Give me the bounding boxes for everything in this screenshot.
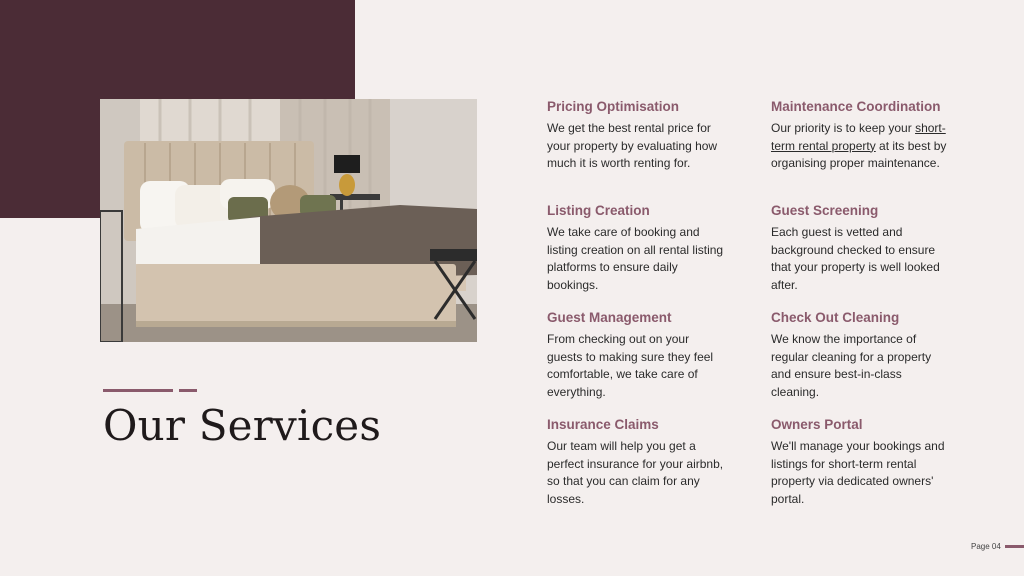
- service-description: Each guest is vetted and background checked to ensure that your property is well looked after.: [771, 225, 940, 292]
- service-title: Pricing Optimisation: [547, 99, 680, 114]
- service-title: Guest Management: [547, 310, 672, 325]
- service-description: Our priority is to keep your short-term rental property at its best by organising proper maintenance.: [771, 121, 947, 171]
- service-pricing-optimisation: [547, 99, 727, 173]
- service-description: We know the importance of regular cleaning for a property and ensure best-in-class cleaning.: [771, 332, 932, 399]
- service-description: Our team will help you get a perfect insurance for your airbnb, so that you can claim for any losses.: [547, 439, 724, 506]
- service-guest-screening: [771, 203, 951, 294]
- service-title: Guest Screening: [771, 203, 879, 218]
- service-title: Owners Portal: [771, 417, 863, 432]
- page-title: Our Services: [103, 401, 382, 450]
- service-description: We get the best rental price for your property by evaluating how much it is worth renting for.: [547, 121, 718, 171]
- page-number: Page 04: [971, 542, 1001, 551]
- service-title: Check Out Cleaning: [771, 310, 900, 325]
- short-term-rental-property-link[interactable]: short-term rental property: [771, 121, 946, 153]
- title-accent-rule-short: [179, 389, 197, 392]
- service-title: Insurance Claims: [547, 417, 659, 432]
- service-title: Listing Creation: [547, 203, 650, 218]
- service-guest-management: [547, 310, 727, 401]
- service-title: Maintenance Coordination: [771, 99, 941, 114]
- service-insurance-claims: [547, 417, 727, 508]
- service-maintenance-coordination: [771, 99, 951, 173]
- service-description: We take care of booking and listing creation on all rental listing platforms to ensure daily bookings.: [547, 225, 724, 292]
- service-owners-portal: [771, 417, 951, 508]
- service-listing-creation: [547, 203, 727, 294]
- service-description: We'll manage your bookings and listings for short-term rental property via dedicated owners' portal.: [771, 439, 945, 506]
- title-accent-rule-long: [103, 389, 173, 392]
- service-description: From checking out on your guests to making sure they feel comfortable, we take care of everything.: [547, 332, 714, 399]
- bedroom-photo: [100, 99, 477, 342]
- page-number-rule: [1005, 545, 1024, 548]
- service-check-out-cleaning: [771, 310, 951, 401]
